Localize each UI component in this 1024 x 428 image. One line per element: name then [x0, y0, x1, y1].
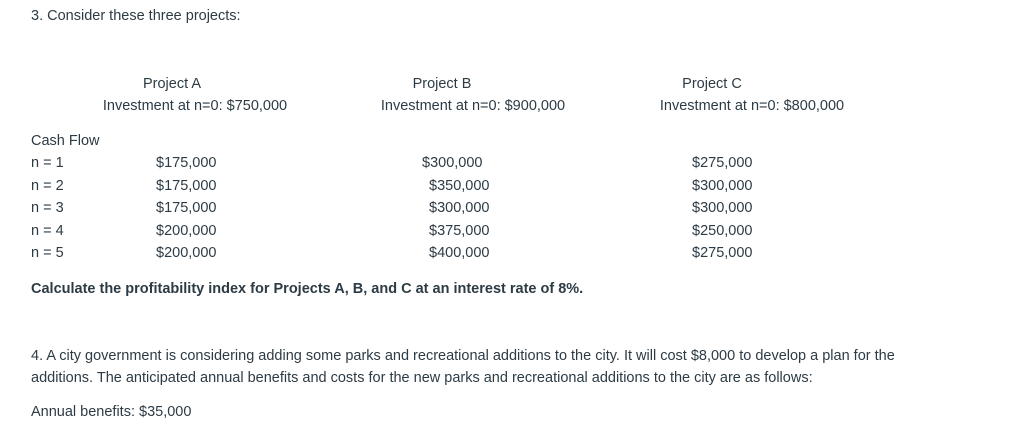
- project-c-investment: Investment at n=0: $800,000: [659, 98, 845, 114]
- project-c-cash-flow: $275,000: [692, 245, 753, 261]
- project-b-cash-flow: $375,000: [429, 223, 490, 239]
- project-b-name: Project B: [412, 76, 472, 92]
- project-a-cash-flow: $175,000: [156, 178, 217, 194]
- project-c-cash-flow: $275,000: [692, 155, 753, 171]
- project-b-cash-flow: $300,000: [429, 200, 490, 216]
- project-a-investment: Investment at n=0: $750,000: [102, 98, 288, 114]
- project-b-investment: Investment at n=0: $900,000: [380, 98, 566, 114]
- project-a-cash-flow: $175,000: [156, 200, 217, 216]
- cash-flow-label: Cash Flow: [31, 133, 100, 149]
- period-label: n = 2: [31, 178, 64, 194]
- annual-benefits: Annual benefits: $35,000: [31, 404, 192, 420]
- question-4-paragraph: 4. A city government is considering adding some parks and recreational additions to the city. It will cost $8,000 to develop a plan for the additions. The anticipated annual benefits and costs for the new parks and recreational additions to the city are as follows:: [31, 348, 895, 386]
- project-a-cash-flow: $200,000: [156, 245, 217, 261]
- project-c-cash-flow: $300,000: [692, 178, 753, 194]
- period-label: n = 4: [31, 223, 64, 239]
- period-label: n = 3: [31, 200, 64, 216]
- project-b-cash-flow: $400,000: [429, 245, 490, 261]
- question-3-heading: 3. Consider these three projects:: [31, 8, 241, 24]
- period-label: n = 5: [31, 245, 64, 261]
- project-a-cash-flow: $200,000: [156, 223, 217, 239]
- project-b-cash-flow: $350,000: [429, 178, 490, 194]
- project-c-cash-flow: $250,000: [692, 223, 753, 239]
- project-a-cash-flow: $175,000: [156, 155, 217, 171]
- project-c-name: Project C: [682, 76, 742, 92]
- project-c-cash-flow: $300,000: [692, 200, 753, 216]
- project-b-cash-flow: $300,000: [422, 155, 483, 171]
- period-label: n = 1: [31, 155, 64, 171]
- question-3-prompt: Calculate the profitability index for Projects A, B, and C at an interest rate of 8%.: [31, 281, 584, 297]
- project-a-name: Project A: [142, 76, 202, 92]
